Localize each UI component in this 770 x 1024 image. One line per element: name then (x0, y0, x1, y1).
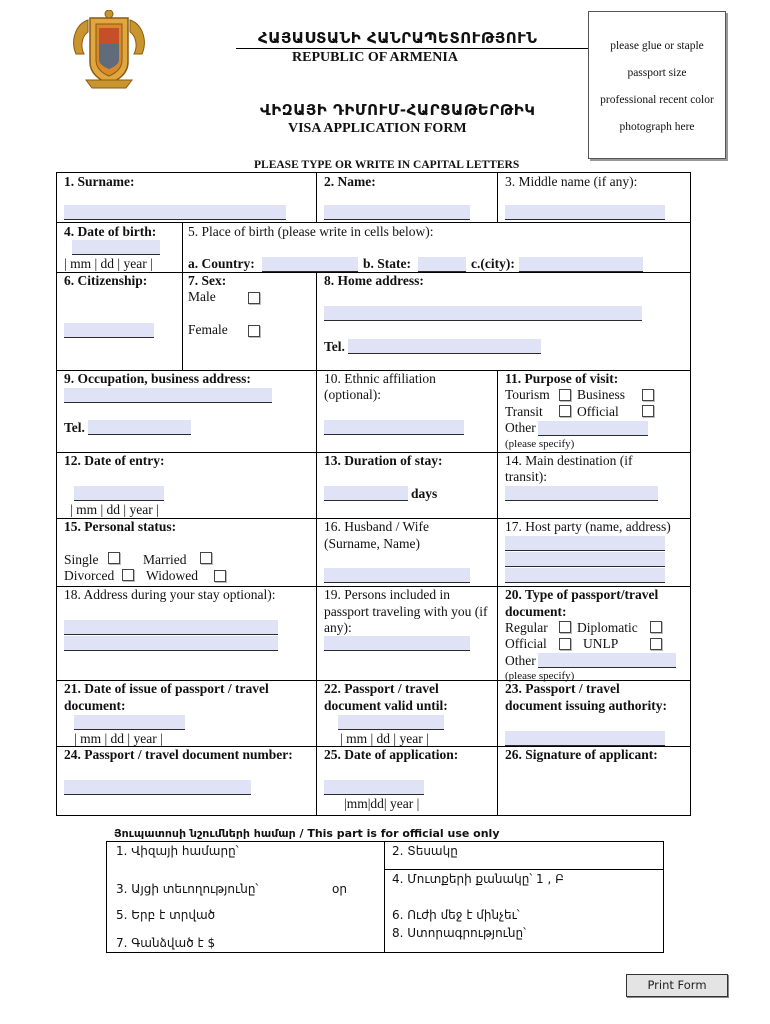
passport-number-input[interactable] (64, 780, 251, 795)
occupation-tel-input[interactable] (88, 420, 191, 435)
passport-type-label: 20. Type of passport/travel (505, 587, 659, 602)
persons-included-label: any): (324, 620, 352, 635)
photo-instruction: please glue or staple (610, 40, 704, 52)
single-label: Single (64, 552, 99, 567)
grid-line (690, 172, 691, 816)
citizenship-label: 6. Citizenship: (64, 273, 148, 288)
form-title-armenian: ՎԻԶԱՅԻ ԴԻՄՈՒՄ-ՀԱՐՑԱԹԵՐԹԻԿ (260, 101, 536, 119)
persons-included-input[interactable] (324, 636, 470, 651)
fee-paid-label: 7. Գանձված է $ (116, 936, 216, 950)
regular-label: Regular (505, 620, 548, 635)
place-of-birth-label: 5. Place of birth (please write in cells below): (188, 224, 434, 239)
issued-date-label: 5. Երբ է տրված (116, 908, 216, 922)
grid-line (497, 172, 498, 222)
photo-instruction: passport size (627, 67, 687, 79)
grid-line (182, 222, 183, 370)
business-label: Business (577, 387, 626, 402)
divorced-label: Divorced (64, 568, 115, 583)
duration-input[interactable] (324, 486, 408, 501)
valid-until-label: document valid until: (324, 698, 448, 713)
issuing-authority-input[interactable] (505, 731, 665, 746)
single-checkbox[interactable] (108, 552, 120, 564)
main-destination-input[interactable] (505, 486, 658, 501)
ethnic-affiliation-input[interactable] (324, 420, 464, 435)
official-signature-label: 8. Ստորագրությունը՝ (392, 926, 526, 940)
official-passport-checkbox[interactable] (559, 638, 571, 650)
main-destination-label: transit): (505, 469, 547, 484)
official-passport-label: Official (505, 636, 547, 651)
persons-included-label: passport traveling with you (if (324, 604, 488, 619)
date-of-entry-input[interactable] (74, 486, 164, 501)
country-label: a. Country: (188, 256, 255, 271)
country-input[interactable] (262, 257, 358, 272)
diplomatic-checkbox[interactable] (650, 621, 662, 633)
passport-type-label: document: (505, 604, 567, 619)
days-unit-label: օր (332, 882, 347, 896)
transit-label: Transit (505, 404, 543, 419)
purpose-label: 11. Purpose of visit: (505, 371, 619, 386)
ethnic-affiliation-label: 10. Ethnic affiliation (324, 371, 436, 386)
grid-line (384, 869, 664, 870)
male-checkbox[interactable] (248, 292, 260, 304)
home-address-input[interactable] (324, 306, 642, 321)
host-party-input[interactable] (505, 552, 665, 567)
address-stay-input[interactable] (64, 620, 278, 635)
grid-line (316, 272, 317, 370)
transit-checkbox[interactable] (559, 405, 571, 417)
spouse-label: 16. Husband / Wife (324, 519, 429, 534)
visit-duration-label: 3. Այցի տեւողությունը՝ (116, 882, 259, 896)
date-of-birth-label: 4. Date of birth: (64, 224, 157, 239)
female-checkbox[interactable] (248, 325, 260, 337)
days-label: days (411, 486, 438, 501)
issuing-authority-label: 23. Passport / travel (505, 681, 620, 696)
date-format-hint: | mm | dd | year | (74, 731, 163, 746)
state-input[interactable] (418, 257, 466, 272)
photo-instruction: photograph here (619, 121, 695, 133)
date-format-hint: | mm | dd | year | (70, 502, 159, 517)
surname-label: 1. Surname: (64, 174, 135, 189)
diplomatic-label: Diplomatic (577, 620, 638, 635)
address-stay-input[interactable] (64, 636, 278, 651)
official-checkbox[interactable] (642, 405, 654, 417)
male-label: Male (188, 289, 216, 304)
tourism-checkbox[interactable] (559, 389, 571, 401)
married-label: Married (143, 552, 187, 567)
form-title-english: VISA APPLICATION FORM (288, 121, 467, 136)
state-label: b. State: (363, 256, 411, 271)
home-tel-input[interactable] (348, 339, 541, 354)
home-address-label: 8. Home address: (324, 273, 424, 288)
regular-checkbox[interactable] (559, 621, 571, 633)
married-checkbox[interactable] (200, 552, 212, 564)
header-rule (236, 48, 588, 49)
tourism-label: Tourism (505, 387, 550, 402)
valid-until-label: 22. Passport / travel (324, 681, 439, 696)
please-specify-hint: (please specify) (505, 670, 575, 682)
unlp-label: UNLP (583, 636, 619, 651)
unlp-checkbox[interactable] (650, 638, 662, 650)
occupation-tel-label: Tel. (64, 420, 85, 435)
signature-label: 26. Signature of applicant: (505, 747, 658, 762)
photo-box (588, 11, 726, 159)
grid-line (497, 370, 498, 815)
title-english: REPUBLIC OF ARMENIA (292, 50, 458, 65)
date-format-hint: | mm | dd | year | (64, 256, 153, 271)
passport-other-input[interactable] (538, 653, 676, 668)
citizenship-input[interactable] (64, 323, 154, 338)
personal-status-label: 15. Personal status: (64, 519, 177, 534)
please-specify-hint: (please specify) (505, 438, 575, 450)
host-party-input[interactable] (505, 568, 665, 583)
title-armenian: ՀԱՅԱՍՏԱՆԻ ՀԱՆՐԱՊԵՏՈՒԹՅՈՒՆ (258, 29, 538, 47)
female-label: Female (188, 322, 228, 337)
other-label: Other (505, 420, 536, 435)
date-of-birth-input[interactable] (72, 240, 160, 255)
grid-line (56, 172, 691, 173)
divorced-checkbox[interactable] (122, 569, 134, 581)
visa-type-label: 2. Տեսակը (392, 844, 458, 858)
entries-label: 4. Մուտքերի քանակը՝ 1 , Բ (392, 872, 564, 886)
surname-input[interactable] (64, 205, 286, 220)
ethnic-affiliation-label: (optional): (324, 387, 381, 402)
issue-date-input[interactable] (74, 715, 185, 730)
grid-line (56, 815, 691, 816)
date-of-application-label: 25. Date of application: (324, 747, 459, 762)
grid-line (384, 841, 385, 953)
main-destination-label: 14. Main destination (if (505, 453, 633, 468)
valid-until-official-label: 6. Ուժի մեջ է մինչեւ՝ (392, 908, 520, 922)
sex-label: 7. Sex: (188, 273, 227, 288)
city-input[interactable] (519, 257, 643, 272)
middle-name-label: 3. Middle name (if any): (505, 174, 638, 189)
issuing-authority-label: document issuing authority: (505, 698, 668, 713)
capital-letters-instruction: PLEASE TYPE OR WRITE IN CAPITAL LETTERS (254, 159, 520, 171)
date-of-application-input[interactable] (324, 780, 424, 795)
grid-line (316, 370, 317, 815)
print-form-button[interactable]: Print Form (626, 974, 728, 997)
photo-instruction: professional recent color (600, 94, 714, 106)
widowed-label: Widowed (146, 568, 198, 583)
home-tel-label: Tel. (324, 339, 345, 354)
passport-number-label: 24. Passport / travel document number: (64, 747, 293, 762)
issue-date-label: 21. Date of issue of passport / travel (64, 681, 269, 696)
official-use-heading: Յուպատոսի նշումների համար / This part is for official use only (114, 827, 500, 840)
date-format-hint: |mm|dd| year | (344, 796, 420, 811)
name-label: 2. Name: (324, 174, 376, 189)
host-party-label: 17. Host party (name, address) (505, 519, 671, 534)
middle-name-input[interactable] (505, 205, 665, 220)
persons-included-label: 19. Persons included in (324, 587, 450, 602)
spouse-label: (Surname, Name) (324, 536, 420, 551)
visa-number-label: 1. Վիզայի համարը՝ (116, 844, 239, 858)
official-label: Official (577, 404, 619, 419)
purpose-other-input[interactable] (538, 421, 648, 436)
business-checkbox[interactable] (642, 389, 654, 401)
grid-line (56, 222, 691, 223)
grid-line (56, 172, 57, 816)
address-stay-label: 18. Address during your stay optional): (64, 587, 276, 602)
date-format-hint: | mm | dd | year | (340, 731, 429, 746)
date-of-entry-label: 12. Date of entry: (64, 453, 165, 468)
valid-until-input[interactable] (338, 715, 444, 730)
coat-of-arms-logo (66, 10, 152, 90)
passport-other-label: Other (505, 653, 536, 668)
widowed-checkbox[interactable] (214, 570, 226, 582)
occupation-label: 9. Occupation, business address: (64, 371, 251, 386)
grid-line (316, 172, 317, 222)
name-input[interactable] (324, 205, 470, 220)
issue-date-label: document: (64, 698, 126, 713)
host-party-input[interactable] (505, 536, 665, 551)
spouse-input[interactable] (324, 568, 470, 583)
city-label: c.(city): (471, 256, 515, 271)
occupation-input[interactable] (64, 388, 272, 403)
duration-label: 13. Duration of stay: (324, 453, 443, 468)
